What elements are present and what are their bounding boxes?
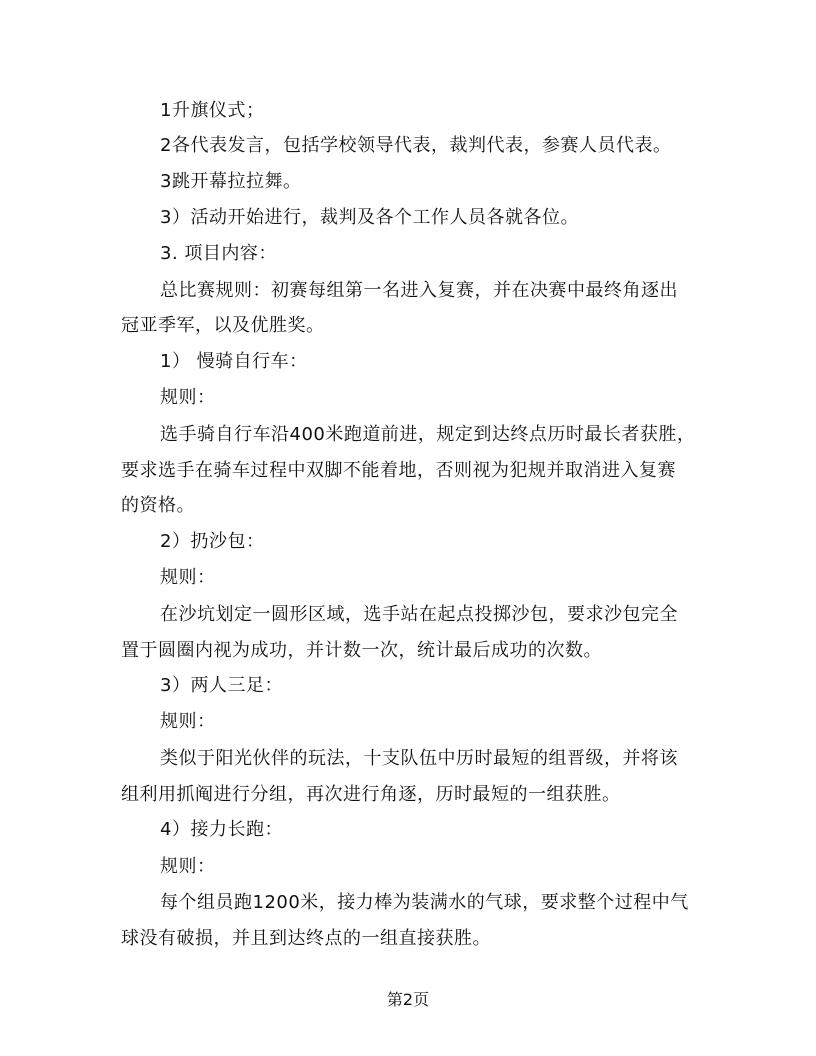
text-line-9: 规则： (160, 387, 216, 408)
page-number: 第2页 (386, 990, 430, 1009)
text-line-7: 冠亚季军，以及优胜奖。 (121, 315, 325, 336)
text-line-21: 4）接力长跑： (160, 819, 283, 840)
text-line-1: 1升旗仪式； (160, 100, 265, 121)
text-line-13: 2）扔沙包： (160, 531, 265, 552)
text-line-2: 2各代表发言，包括学校领导代表，裁判代表，参赛人员代表。 (160, 135, 672, 156)
text-line-6: 总比赛规则：初赛每组第一名进入复赛，并在决赛中最终角逐出 (160, 280, 678, 301)
text-line-24: 球没有破损，并且到达终点的一组直接获胜。 (121, 928, 491, 949)
text-line-22: 规则： (160, 856, 216, 877)
text-line-19: 类似于阳光伙伴的玩法，十支队伍中历时最短的组晋级，并将该 (160, 748, 678, 769)
text-line-8: 1） 慢骑自行车： (160, 351, 308, 372)
text-line-16: 置于圆圈内视为成功，并计数一次，统计最后成功的次数。 (121, 640, 602, 661)
text-line-11: 要求选手在骑车过程中双脚不能着地，否则视为犯规并取消进入复赛 (121, 460, 676, 481)
text-line-5: 3. 项目内容： (160, 243, 277, 264)
text-line-15: 在沙坑划定一圆形区域，选手站在起点投掷沙包，要求沙包完全 (160, 604, 678, 625)
text-line-20: 组利用抓阄进行分组，再次进行角逐，历时最短的一组获胜。 (121, 784, 621, 805)
text-line-23: 每个组员跑1200米，接力棒为装满水的气球，要求整个过程中气 (160, 892, 689, 913)
text-line-17: 3）两人三足： (160, 675, 283, 696)
text-line-10: 选手骑自行车沿400米跑道前进，规定到达终点历时最长者获胜， (160, 424, 696, 445)
text-line-4: 3）活动开始进行，裁判及各个工作人员各就各位。 (160, 207, 579, 228)
text-line-3: 3跳开幕拉拉舞。 (160, 171, 302, 192)
text-line-18: 规则： (160, 711, 216, 732)
text-line-14: 规则： (160, 567, 216, 588)
text-line-12: 的资格。 (121, 495, 195, 516)
